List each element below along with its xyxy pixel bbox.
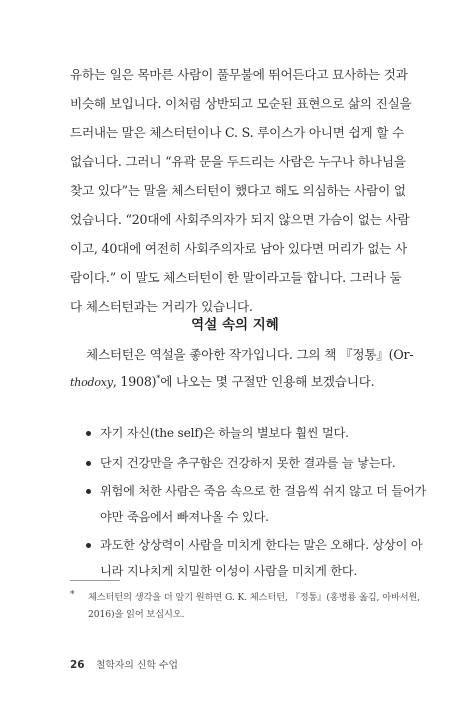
list-item-text: 야만 죽음에서 빠져나올 수 있다. — [100, 510, 269, 524]
list-item-text: 니라 지나치게 치밀한 이성이 사람을 미치게 한다. — [100, 564, 358, 578]
text-line: 이고, 40대에 여전히 사회주의자로 남아 있다면 머리가 없는 사 — [70, 241, 408, 256]
text-line-rest: 에 나오는 몇 구절만 인용해 보겠습니다. — [160, 374, 375, 389]
footnote-divider — [70, 580, 120, 581]
footnote-line: 체스터턴의 생각을 더 알기 원하면 G. K. 체스터턴, 『정통』(홍병룡 옮김, 아바서원, — [88, 592, 421, 603]
section-heading: 역설 속의 지혜 — [191, 317, 279, 333]
text-line: 비슷해 보입니다. 이처럼 상반되고 모순된 표현으로 삶의 진실을 — [70, 96, 412, 111]
list-item-text: 과도한 상상력이 사람을 미치게 한다는 말은 오해다. 상상이 아 — [100, 538, 423, 552]
footnote-reference: * — [156, 374, 161, 383]
text-line: 찾고 있다”는 말을 체스터턴이 했다고 해도 의심하는 사람이 없 — [70, 183, 406, 198]
text-line: 없습니다. 그러니 “유곽 문을 두드리는 사람은 누구나 하나님을 — [70, 154, 406, 169]
running-title: 철학자의 신학 수업 — [95, 660, 178, 671]
text-line — [70, 368, 400, 395]
text-line: 체스터턴은 역설을 좋아한 작가입니다. 그의 책 『정통』(Or- — [86, 347, 414, 362]
text-line: 람이다.” 이 말도 체스터턴이 한 말이라고들 합니다. 그러나 둘 — [70, 270, 402, 285]
footnote-mark: * — [70, 589, 75, 600]
bullet-dot-icon — [86, 489, 91, 494]
footnote — [70, 589, 421, 623]
body-paragraph-continued — [70, 60, 412, 321]
list-item — [86, 450, 430, 476]
text-line: 다 체스터턴과는 거리가 있습니다. — [70, 299, 253, 314]
list-item — [86, 532, 430, 584]
list-item-text: 위험에 처한 사람은 죽음 속으로 한 걸음씩 쉬지 않고 더 들어가 — [100, 484, 427, 498]
bullet-dot-icon — [86, 461, 91, 466]
book-title-italic: thodoxy — [70, 376, 113, 389]
text-line: 었습니다. “20대에 사회주의자가 되지 않으면 가슴이 없는 사람 — [70, 212, 410, 227]
page-footer — [70, 657, 178, 671]
body-paragraph-intro — [70, 341, 414, 395]
bullet-dot-icon — [86, 431, 91, 436]
list-item-text: 단지 건강만을 추구함은 건강하지 못한 결과를 늘 낳는다. — [100, 456, 396, 470]
footnote-line: 2016)을 읽어 보십시오. — [88, 609, 185, 620]
list-item — [86, 420, 430, 446]
list-item — [86, 478, 430, 530]
text-line: 드러내는 말은 체스터턴이나 C. S. 루이스가 아니면 쉽게 할 수 — [70, 125, 405, 140]
page-number: 26 — [70, 659, 85, 671]
publication-year: , 1908) — [112, 374, 157, 389]
bullet-dot-icon — [86, 543, 91, 548]
text-line: 유하는 일은 목마른 사람이 풀무불에 뛰어든다고 묘사하는 것과 — [70, 67, 408, 82]
list-item-text: 자기 자신(the self)은 하늘의 별보다 훨씬 멀다. — [100, 426, 349, 440]
